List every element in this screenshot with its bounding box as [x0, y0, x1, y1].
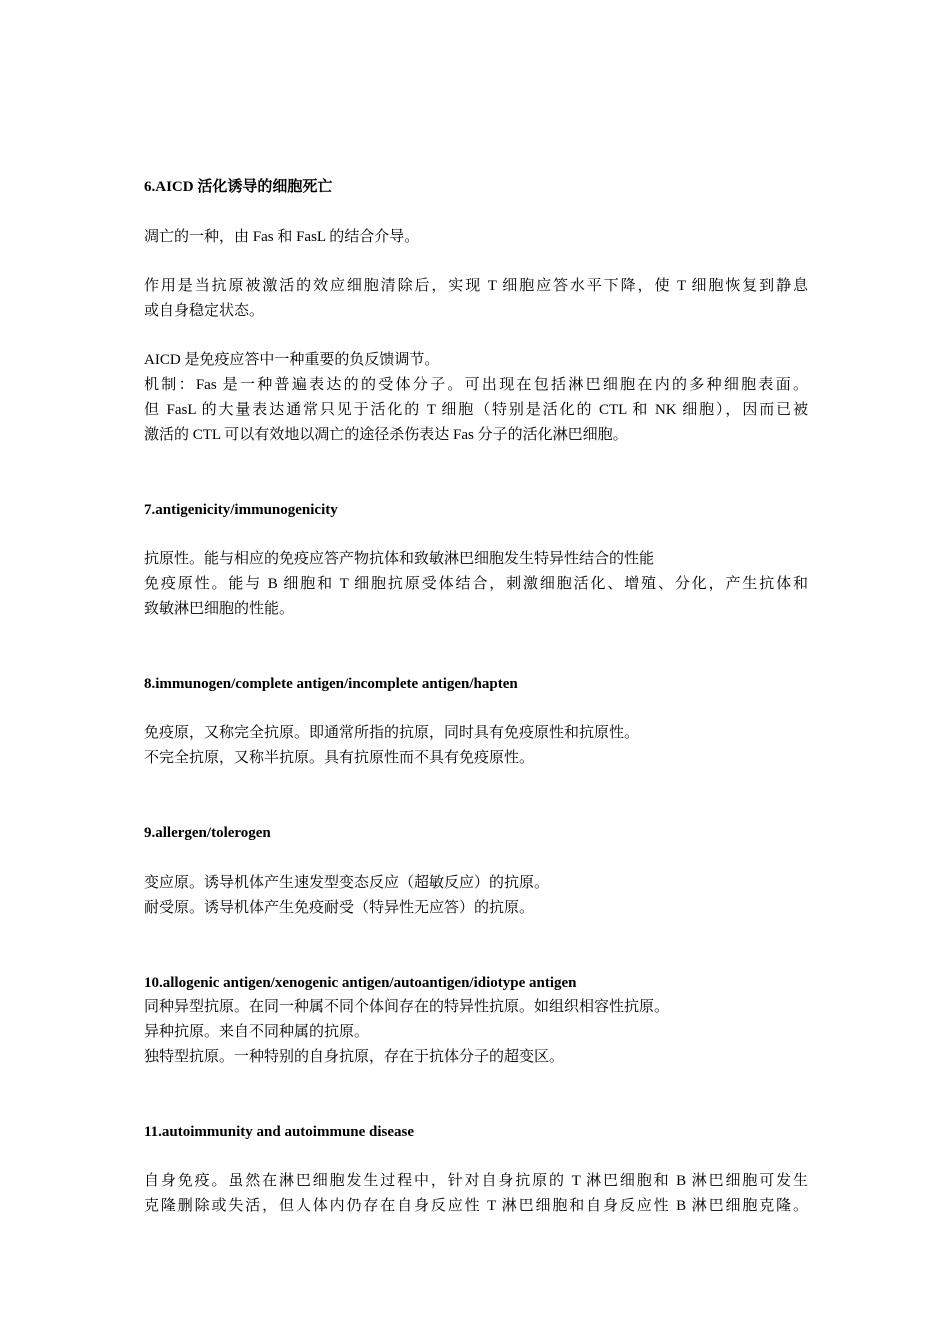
section-10-line-3: 独特型抗原。一种特别的自身抗原，存在于抗体分子的超变区。: [144, 1049, 565, 1065]
section-6-line-2: 作用是当抗原被激活的效应细胞清除后，实现 T 细胞应答水平下降，使 T 细胞恢复到静息: [144, 278, 808, 294]
section-11-line-1: 自身免疫。虽然在淋巴细胞发生过程中，针对自身抗原的 T 淋巴细胞和 B 淋巴细胞可发生: [144, 1173, 808, 1189]
section-6-line-4: AICD 是免疫应答中一种重要的负反馈调节。: [144, 352, 440, 368]
section-7-line-1: 抗原性。能与相应的免疫应答产物抗体和致敏淋巴细胞发生特异性结合的性能: [144, 551, 655, 567]
section-7-heading: 7.antigenicity/immunogenicity: [144, 502, 338, 518]
section-8-line-2: 不完全抗原，又称半抗原。具有抗原性而不具有免疫原性。: [144, 750, 535, 766]
section-9-heading: 9.allergen/tolerogen: [144, 825, 271, 841]
document-page: [144, 0, 808, 1344]
section-9-line-1: 变应原。诱导机体产生速发型变态反应（超敏反应）的抗原。: [144, 875, 550, 891]
section-6-line-6: 但 FasL 的大量表达通常只见于活化的 T 细胞（特别是活化的 CTL 和 NK 细胞），因而已被: [144, 402, 808, 418]
section-10-line-1: 同种异型抗原。在同一种属不同个体间存在的特异性抗原。如组织相容性抗原。: [144, 999, 670, 1015]
section-11-line-2: 克隆删除或失活，但人体内仍存在自身反应性 T 淋巴细胞和自身反应性 B 淋巴细胞克隆。: [144, 1198, 808, 1214]
section-6-line-5: 机制：Fas 是一种普遍表达的的受体分子。可出现在包括淋巴细胞在内的多种细胞表面。: [144, 377, 808, 393]
section-10-line-2: 异种抗原。来自不同种属的抗原。: [144, 1024, 370, 1040]
section-8-heading: 8.immunogen/complete antigen/incomplete antigen/hapten: [144, 676, 518, 692]
section-10-heading: 10.allogenic antigen/xenogenic antigen/autoantigen/idiotype antigen: [144, 975, 577, 991]
section-9-line-2: 耐受原。诱导机体产生免疫耐受（特异性无应答）的抗原。: [144, 900, 535, 916]
section-7-line-2: 免疫原性。能与 B 细胞和 T 细胞抗原受体结合，刺激细胞活化、增殖、分化，产生抗体和: [144, 576, 808, 592]
section-8-line-1: 免疫原，又称完全抗原。即通常所指的抗原，同时具有免疫原性和抗原性。: [144, 725, 640, 741]
section-6-line-7: 激活的 CTL 可以有效地以凋亡的途径杀伤表达 Fas 分子的活化淋巴细胞。: [144, 427, 628, 443]
section-11-heading: 11.autoimmunity and autoimmune disease: [144, 1124, 415, 1140]
section-6-heading: 6.AICD 活化诱导的细胞死亡: [144, 179, 333, 195]
section-6-line-1: 凋亡的一种，由 Fas 和 FasL 的结合介导。: [144, 229, 420, 245]
section-6-line-3: 或自身稳定状态。: [144, 303, 265, 319]
section-7-line-3: 致敏淋巴细胞的性能。: [144, 601, 295, 617]
